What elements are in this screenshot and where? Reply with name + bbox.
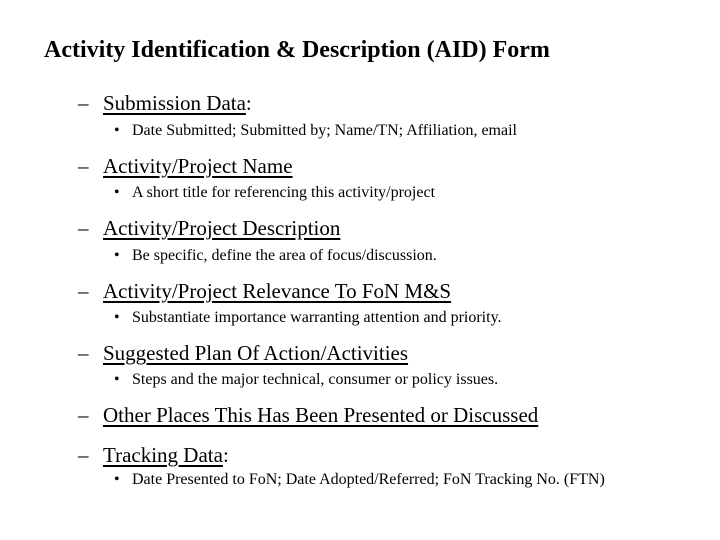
- section-tracking-data: [78, 443, 229, 468]
- dash-marker: –: [78, 216, 89, 240]
- section-project-name: [78, 154, 293, 179]
- dash-marker: –: [78, 154, 89, 178]
- bullet-marker: •: [114, 309, 120, 326]
- section-heading: Activity/Project Description: [103, 216, 341, 240]
- detail-text: Substantiate importance warranting attention and priority.: [132, 309, 502, 326]
- dash-marker: –: [78, 403, 89, 427]
- bullet-marker: •: [114, 122, 120, 139]
- section-submission-data: [78, 91, 252, 116]
- detail-project-description: [114, 247, 437, 265]
- dash-marker: –: [78, 341, 89, 365]
- section-heading: Tracking Data: [103, 443, 223, 467]
- page-title: Activity Identification & Description (AID) Form: [44, 37, 550, 63]
- detail-tracking-data: [114, 471, 605, 489]
- detail-project-name: [114, 184, 435, 202]
- detail-text: A short title for referencing this activity/project: [132, 184, 436, 201]
- dash-marker: –: [78, 279, 89, 303]
- section-project-description: [78, 216, 340, 241]
- section-project-relevance: [78, 279, 451, 304]
- detail-text: Steps and the major technical, consumer or policy issues.: [132, 371, 499, 388]
- section-heading: Other Places This Has Been Presented or Discussed: [103, 403, 539, 427]
- detail-plan-of-action: [114, 371, 498, 389]
- section-heading: Suggested Plan Of Action/Activities: [103, 341, 409, 365]
- detail-submission-data: [114, 122, 517, 140]
- bullet-marker: •: [114, 471, 120, 488]
- detail-text: Date Presented to FoN; Date Adopted/Referred; FoN Tracking No. (FTN): [132, 471, 605, 488]
- section-suffix: :: [222, 443, 229, 467]
- bullet-marker: •: [114, 184, 120, 201]
- section-plan-of-action: [78, 341, 408, 366]
- bullet-marker: •: [114, 247, 120, 264]
- dash-marker: –: [78, 91, 89, 115]
- section-heading: Activity/Project Relevance To FoN M&S: [103, 279, 452, 303]
- section-heading: Activity/Project Name: [103, 154, 293, 178]
- section-heading: Submission Data: [103, 91, 246, 115]
- detail-text: Be specific, define the area of focus/discussion.: [132, 247, 437, 264]
- section-suffix: :: [245, 91, 252, 115]
- detail-text: Date Submitted; Submitted by; Name/TN; Affiliation, email: [132, 122, 517, 139]
- detail-project-relevance: [114, 309, 502, 327]
- section-other-places: [78, 403, 538, 428]
- bullet-marker: •: [114, 371, 120, 388]
- dash-marker: –: [78, 443, 89, 467]
